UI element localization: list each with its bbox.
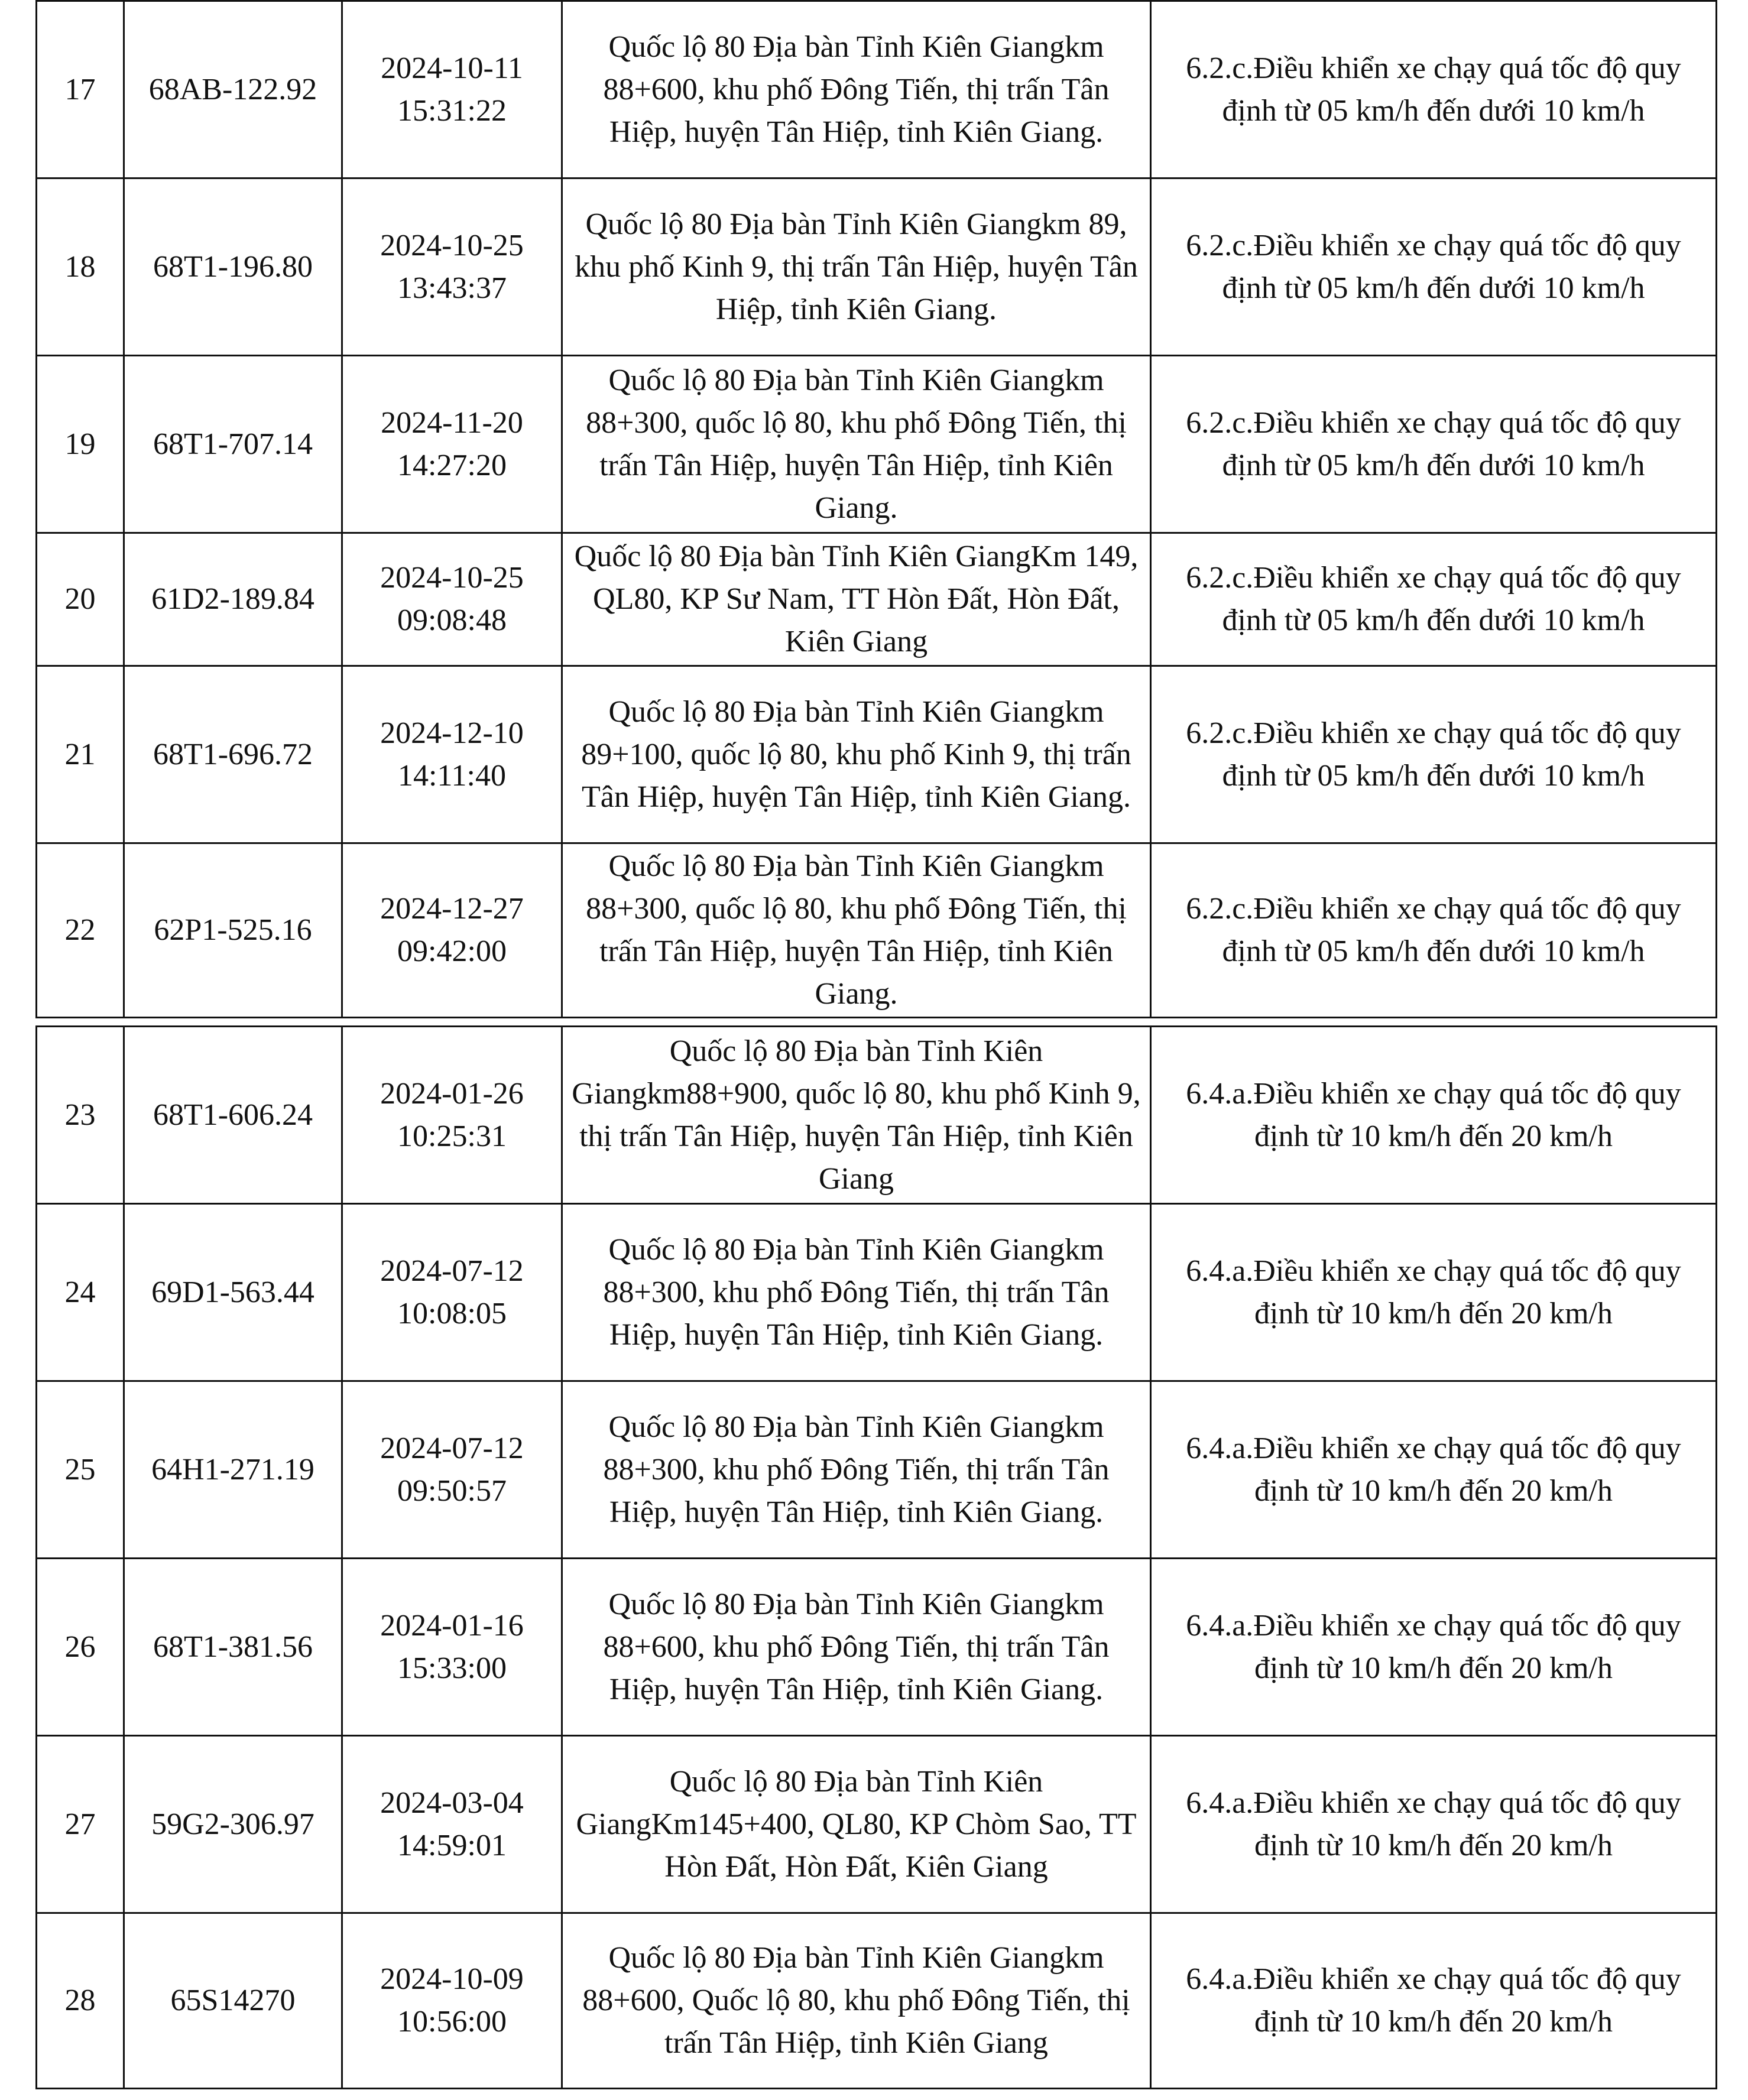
row-number: 27 [37, 1736, 124, 1913]
violation-location: Quốc lộ 80 Địa bàn Tỉnh Kiên Giangkm 89+100, quốc lộ 80, khu phố Kinh 9, thị trấn Tân Hiệp, huyện Tân Hiệp, tỉnh Kiên Giang. [562, 666, 1151, 843]
violation-time: 2024-10-09 10:56:00 [342, 1913, 562, 2089]
table-row [37, 1559, 1717, 1736]
violation-description: 6.4.a.Điều khiển xe chạy quá tốc độ quy định từ 10 km/h đến 20 km/h [1151, 1381, 1717, 1559]
row-number: 25 [37, 1381, 124, 1559]
violations-table-part-2 [35, 1025, 1717, 2089]
row-number: 26 [37, 1559, 124, 1736]
violation-description: 6.4.a.Điều khiển xe chạy quá tốc độ quy định từ 10 km/h đến 20 km/h [1151, 1027, 1717, 1204]
table-row [37, 356, 1717, 533]
license-plate: 68T1-707.14 [124, 356, 342, 533]
violation-description: 6.4.a.Điều khiển xe chạy quá tốc độ quy định từ 10 km/h đến 20 km/h [1151, 1736, 1717, 1913]
violation-time: 2024-12-10 14:11:40 [342, 666, 562, 843]
table-row [37, 1736, 1717, 1913]
violation-description: 6.4.a.Điều khiển xe chạy quá tốc độ quy định từ 10 km/h đến 20 km/h [1151, 1559, 1717, 1736]
license-plate: 69D1-563.44 [124, 1204, 342, 1381]
violation-time: 2024-10-25 13:43:37 [342, 178, 562, 356]
violation-time: 2024-01-16 15:33:00 [342, 1559, 562, 1736]
row-number: 24 [37, 1204, 124, 1381]
violation-location: Quốc lộ 80 Địa bàn Tỉnh Kiên Giangkm 89, khu phố Kinh 9, thị trấn Tân Hiệp, huyện Tân Hiệp, tỉnh Kiên Giang. [562, 178, 1151, 356]
table-row [37, 1, 1717, 178]
table-row [37, 666, 1717, 843]
table-row [37, 1204, 1717, 1381]
violation-location: Quốc lộ 80 Địa bàn Tỉnh Kiên GiangKm 149, QL80, KP Sư Nam, TT Hòn Đất, Hòn Đất, Kiên Giang [562, 533, 1151, 666]
violation-time: 2024-12-27 09:42:00 [342, 843, 562, 1018]
license-plate: 68T1-381.56 [124, 1559, 342, 1736]
table-row [37, 1913, 1717, 2089]
violation-time: 2024-10-11 15:31:22 [342, 1, 562, 178]
table-row [37, 843, 1717, 1018]
violation-description: 6.2.c.Điều khiển xe chạy quá tốc độ quy định từ 05 km/h đến dưới 10 km/h [1151, 843, 1717, 1018]
violation-time: 2024-03-04 14:59:01 [342, 1736, 562, 1913]
row-number: 17 [37, 1, 124, 178]
violation-description: 6.2.c.Điều khiển xe chạy quá tốc độ quy định từ 05 km/h đến dưới 10 km/h [1151, 1, 1717, 178]
row-number: 21 [37, 666, 124, 843]
table-row [37, 533, 1717, 666]
violation-location: Quốc lộ 80 Địa bàn Tỉnh Kiên Giangkm 88+600, Quốc lộ 80, khu phố Đông Tiến, thị trấn Tân Hiệp, tỉnh Kiên Giang [562, 1913, 1151, 2089]
violation-description: 6.2.c.Điều khiển xe chạy quá tốc độ quy định từ 05 km/h đến dưới 10 km/h [1151, 666, 1717, 843]
row-number: 28 [37, 1913, 124, 2089]
violation-time: 2024-07-12 10:08:05 [342, 1204, 562, 1381]
row-number: 20 [37, 533, 124, 666]
violation-description: 6.2.c.Điều khiển xe chạy quá tốc độ quy định từ 05 km/h đến dưới 10 km/h [1151, 533, 1717, 666]
license-plate: 68T1-696.72 [124, 666, 342, 843]
license-plate: 65S14270 [124, 1913, 342, 2089]
row-number: 22 [37, 843, 124, 1018]
license-plate: 62P1-525.16 [124, 843, 342, 1018]
violation-description: 6.2.c.Điều khiển xe chạy quá tốc độ quy định từ 05 km/h đến dưới 10 km/h [1151, 356, 1717, 533]
violation-description: 6.4.a.Điều khiển xe chạy quá tốc độ quy định từ 10 km/h đến 20 km/h [1151, 1913, 1717, 2089]
license-plate: 68T1-196.80 [124, 178, 342, 356]
violation-location: Quốc lộ 80 Địa bàn Tỉnh Kiên Giangkm 88+300, khu phố Đông Tiến, thị trấn Tân Hiệp, huyện Tân Hiệp, tỉnh Kiên Giang. [562, 1381, 1151, 1559]
violation-location: Quốc lộ 80 Địa bàn Tỉnh Kiên Giangkm 88+300, quốc lộ 80, khu phố Đông Tiến, thị trấn Tân Hiệp, huyện Tân Hiệp, tỉnh Kiên Giang. [562, 356, 1151, 533]
violation-time: 2024-11-20 14:27:20 [342, 356, 562, 533]
violation-time: 2024-10-25 09:08:48 [342, 533, 562, 666]
table-row [37, 178, 1717, 356]
table-row [37, 1027, 1717, 1204]
violation-time: 2024-07-12 09:50:57 [342, 1381, 562, 1559]
violations-table-part-1 [35, 0, 1717, 1018]
violation-time: 2024-01-26 10:25:31 [342, 1027, 562, 1204]
violation-description: 6.2.c.Điều khiển xe chạy quá tốc độ quy định từ 05 km/h đến dưới 10 km/h [1151, 178, 1717, 356]
violation-location: Quốc lộ 80 Địa bàn Tỉnh Kiên GiangKm145+400, QL80, KP Chòm Sao, TT Hòn Đất, Hòn Đất, Kiên Giang [562, 1736, 1151, 1913]
license-plate: 68AB-122.92 [124, 1, 342, 178]
license-plate: 64H1-271.19 [124, 1381, 342, 1559]
license-plate: 68T1-606.24 [124, 1027, 342, 1204]
row-number: 23 [37, 1027, 124, 1204]
license-plate: 59G2-306.97 [124, 1736, 342, 1913]
violation-location: Quốc lộ 80 Địa bàn Tỉnh Kiên Giangkm 88+300, khu phố Đông Tiến, thị trấn Tân Hiệp, huyện Tân Hiệp, tỉnh Kiên Giang. [562, 1204, 1151, 1381]
license-plate: 61D2-189.84 [124, 533, 342, 666]
violation-location: Quốc lộ 80 Địa bàn Tỉnh Kiên Giangkm 88+300, quốc lộ 80, khu phố Đông Tiến, thị trấn Tân Hiệp, huyện Tân Hiệp, tỉnh Kiên Giang. [562, 843, 1151, 1018]
table-row [37, 1381, 1717, 1559]
violation-location: Quốc lộ 80 Địa bàn Tỉnh Kiên Giangkm 88+600, khu phố Đông Tiến, thị trấn Tân Hiệp, huyện Tân Hiệp, tỉnh Kiên Giang. [562, 1, 1151, 178]
row-number: 18 [37, 178, 124, 356]
violation-location: Quốc lộ 80 Địa bàn Tỉnh Kiên Giangkm 88+600, khu phố Đông Tiến, thị trấn Tân Hiệp, huyện Tân Hiệp, tỉnh Kiên Giang. [562, 1559, 1151, 1736]
row-number: 19 [37, 356, 124, 533]
violation-location: Quốc lộ 80 Địa bàn Tỉnh Kiên Giangkm88+900, quốc lộ 80, khu phố Kinh 9, thị trấn Tân Hiệp, huyện Tân Hiệp, tỉnh Kiên Giang [562, 1027, 1151, 1204]
violation-description: 6.4.a.Điều khiển xe chạy quá tốc độ quy định từ 10 km/h đến 20 km/h [1151, 1204, 1717, 1381]
